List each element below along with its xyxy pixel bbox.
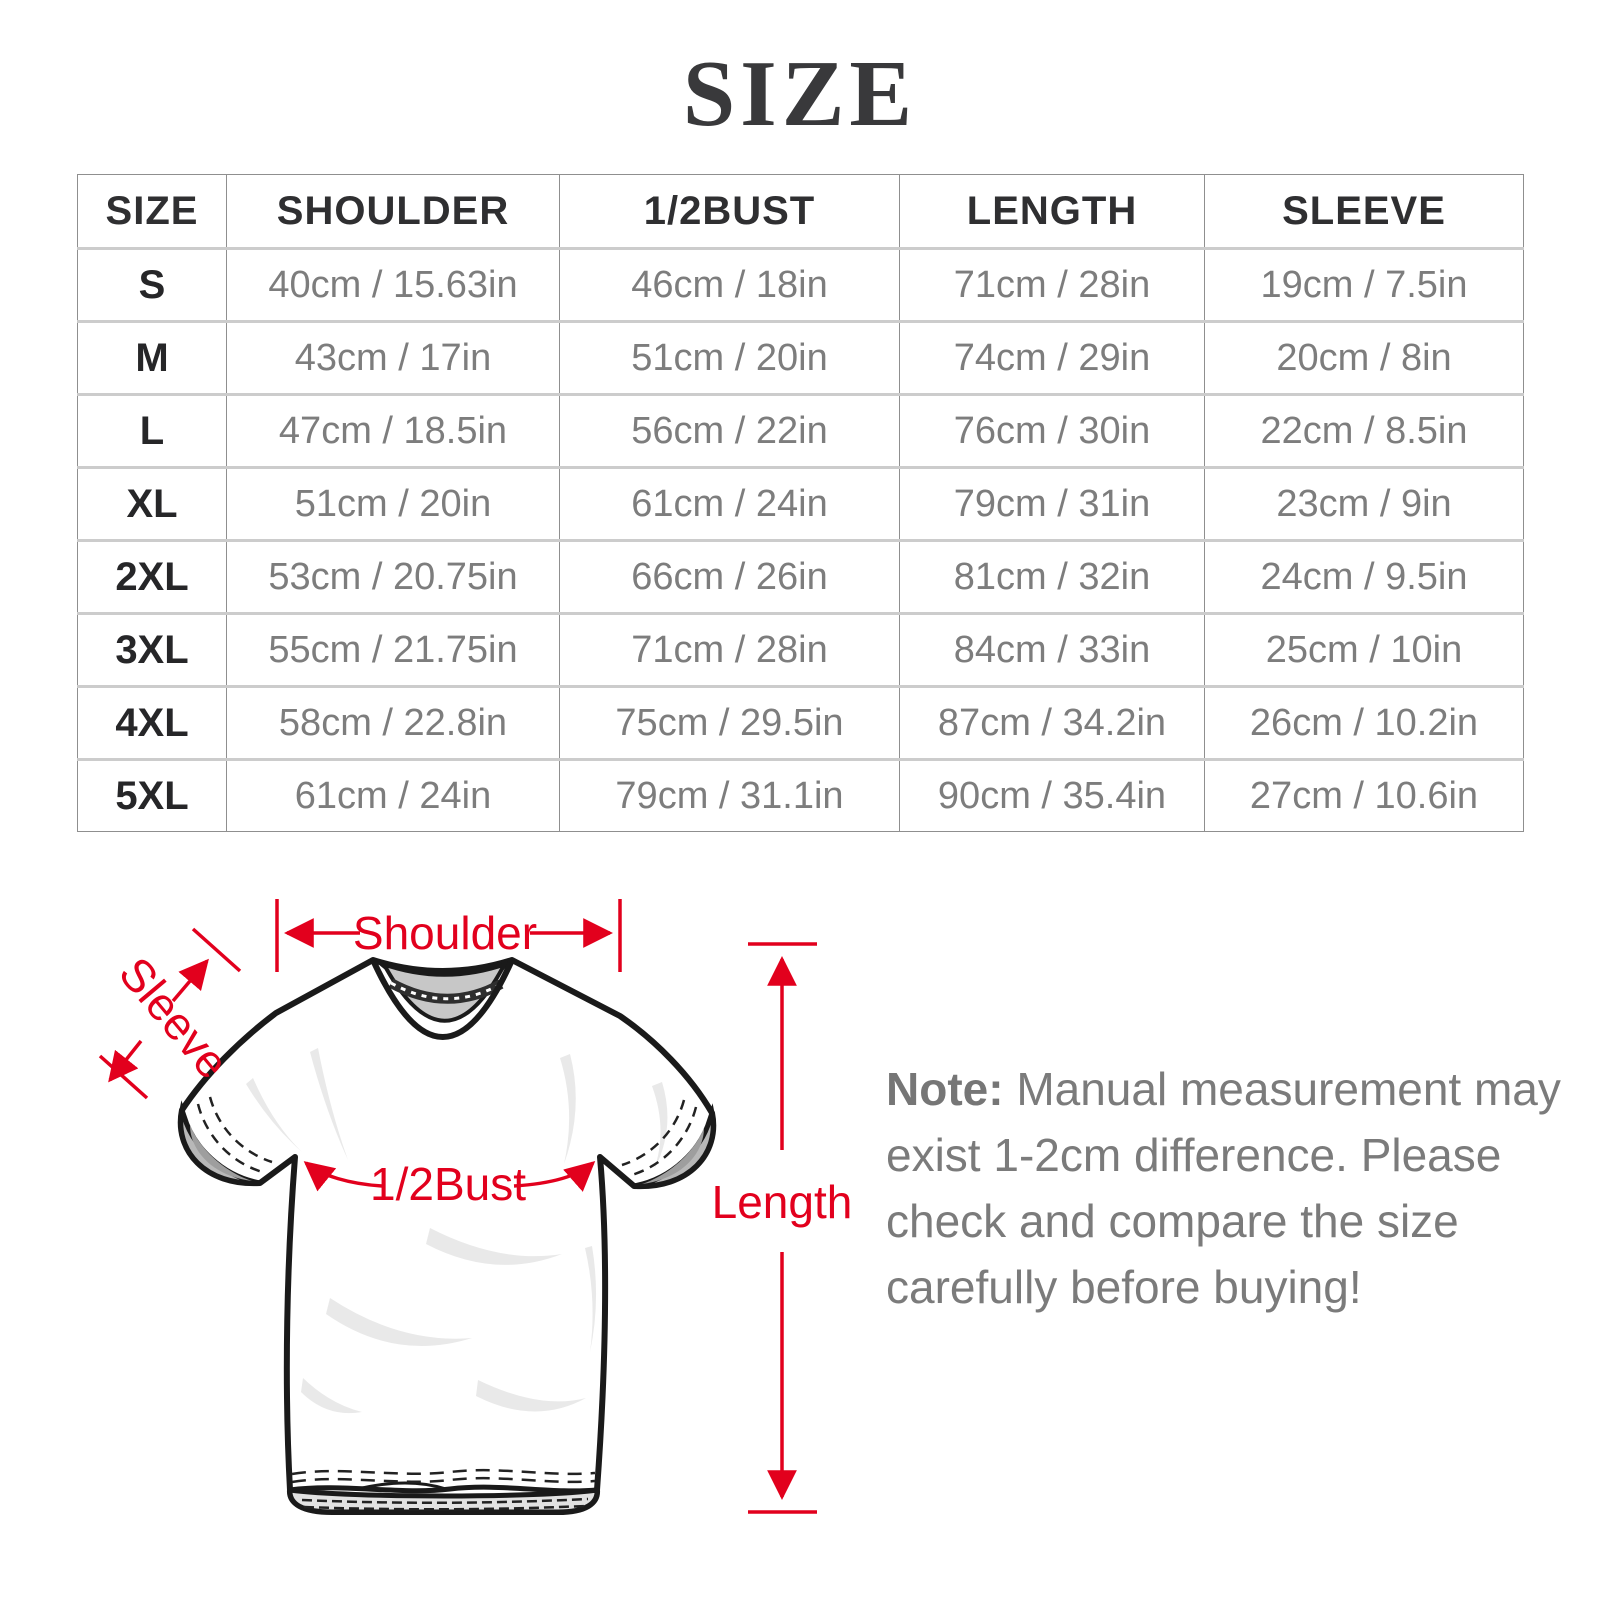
sleeve-label: Sleeve xyxy=(109,947,240,1089)
shoulder-cell: 55cm / 21.75in xyxy=(227,614,560,687)
table-row xyxy=(78,249,1524,322)
size-table xyxy=(77,174,1524,832)
shoulder-cell: 53cm / 20.75in xyxy=(227,541,560,614)
note-line xyxy=(886,1056,1561,1122)
length-label: Length xyxy=(711,1176,853,1228)
shoulder-cell: 43cm / 17in xyxy=(227,322,560,395)
bust-cell: 75cm / 29.5in xyxy=(560,687,900,760)
sleeve-cell: 25cm / 10in xyxy=(1205,614,1524,687)
size-cell: XL xyxy=(78,468,227,541)
note-line: check and compare the size xyxy=(886,1195,1459,1247)
length-cell: 84cm / 33in xyxy=(900,614,1205,687)
size-cell: 2XL xyxy=(78,541,227,614)
table-header-row xyxy=(78,175,1524,249)
sleeve-cell: 22cm / 8.5in xyxy=(1205,395,1524,468)
sleeve-arrow-lower xyxy=(110,1041,141,1080)
table-row xyxy=(78,322,1524,395)
sleeve-cell: 20cm / 8in xyxy=(1205,322,1524,395)
size-cell: 3XL xyxy=(78,614,227,687)
note-line: exist 1-2cm difference. Please xyxy=(886,1129,1502,1181)
table-row xyxy=(78,614,1524,687)
bust-cell: 61cm / 24in xyxy=(560,468,900,541)
col-header-size: SIZE xyxy=(78,175,227,249)
note-prefix: Note: xyxy=(886,1063,1004,1115)
size-cell: M xyxy=(78,322,227,395)
tshirt-measurement-diagram xyxy=(60,840,860,1560)
col-header-length: LENGTH xyxy=(900,175,1205,249)
table-row xyxy=(78,687,1524,760)
sleeve-tick-upper xyxy=(193,929,240,971)
measurement-note xyxy=(886,1056,1561,1320)
table-row xyxy=(78,541,1524,614)
note-text: Manual measurement may xyxy=(1003,1063,1561,1115)
sleeve-cell: 26cm / 10.2in xyxy=(1205,687,1524,760)
shoulder-cell: 40cm / 15.63in xyxy=(227,249,560,322)
page-title: SIZE xyxy=(682,42,918,146)
bust-cell: 56cm / 22in xyxy=(560,395,900,468)
table-row xyxy=(78,395,1524,468)
bust-cell: 66cm / 26in xyxy=(560,541,900,614)
size-cell: 4XL xyxy=(78,687,227,760)
bust-cell: 71cm / 28in xyxy=(560,614,900,687)
col-header-shoulder: SHOULDER xyxy=(227,175,560,249)
shoulder-cell: 47cm / 18.5in xyxy=(227,395,560,468)
sleeve-cell: 23cm / 9in xyxy=(1205,468,1524,541)
length-cell: 71cm / 28in xyxy=(900,249,1205,322)
bust-cell: 51cm / 20in xyxy=(560,322,900,395)
bust-cell: 46cm / 18in xyxy=(560,249,900,322)
length-cell: 79cm / 31in xyxy=(900,468,1205,541)
sleeve-cell: 27cm / 10.6in xyxy=(1205,760,1524,832)
size-cell: 5XL xyxy=(78,760,227,832)
col-header-sleeve: SLEEVE xyxy=(1205,175,1524,249)
shoulder-cell: 61cm / 24in xyxy=(227,760,560,832)
shoulder-cell: 58cm / 22.8in xyxy=(227,687,560,760)
table-row xyxy=(78,760,1524,832)
shoulder-cell: 51cm / 20in xyxy=(227,468,560,541)
length-cell: 87cm / 34.2in xyxy=(900,687,1205,760)
tshirt-outline xyxy=(181,960,713,1512)
shoulder-label: Shoulder xyxy=(352,907,538,959)
sleeve-cell: 19cm / 7.5in xyxy=(1205,249,1524,322)
size-cell: S xyxy=(78,249,227,322)
bust-cell: 79cm / 31.1in xyxy=(560,760,900,832)
sleeve-cell: 24cm / 9.5in xyxy=(1205,541,1524,614)
length-cell: 74cm / 29in xyxy=(900,322,1205,395)
length-cell: 90cm / 35.4in xyxy=(900,760,1205,832)
col-header-bust: 1/2BUST xyxy=(560,175,900,249)
bust-label: 1/2Bust xyxy=(370,1158,526,1210)
table-row xyxy=(78,468,1524,541)
note-line: carefully before buying! xyxy=(886,1261,1362,1313)
length-cell: 76cm / 30in xyxy=(900,395,1205,468)
length-cell: 81cm / 32in xyxy=(900,541,1205,614)
size-cell: L xyxy=(78,395,227,468)
